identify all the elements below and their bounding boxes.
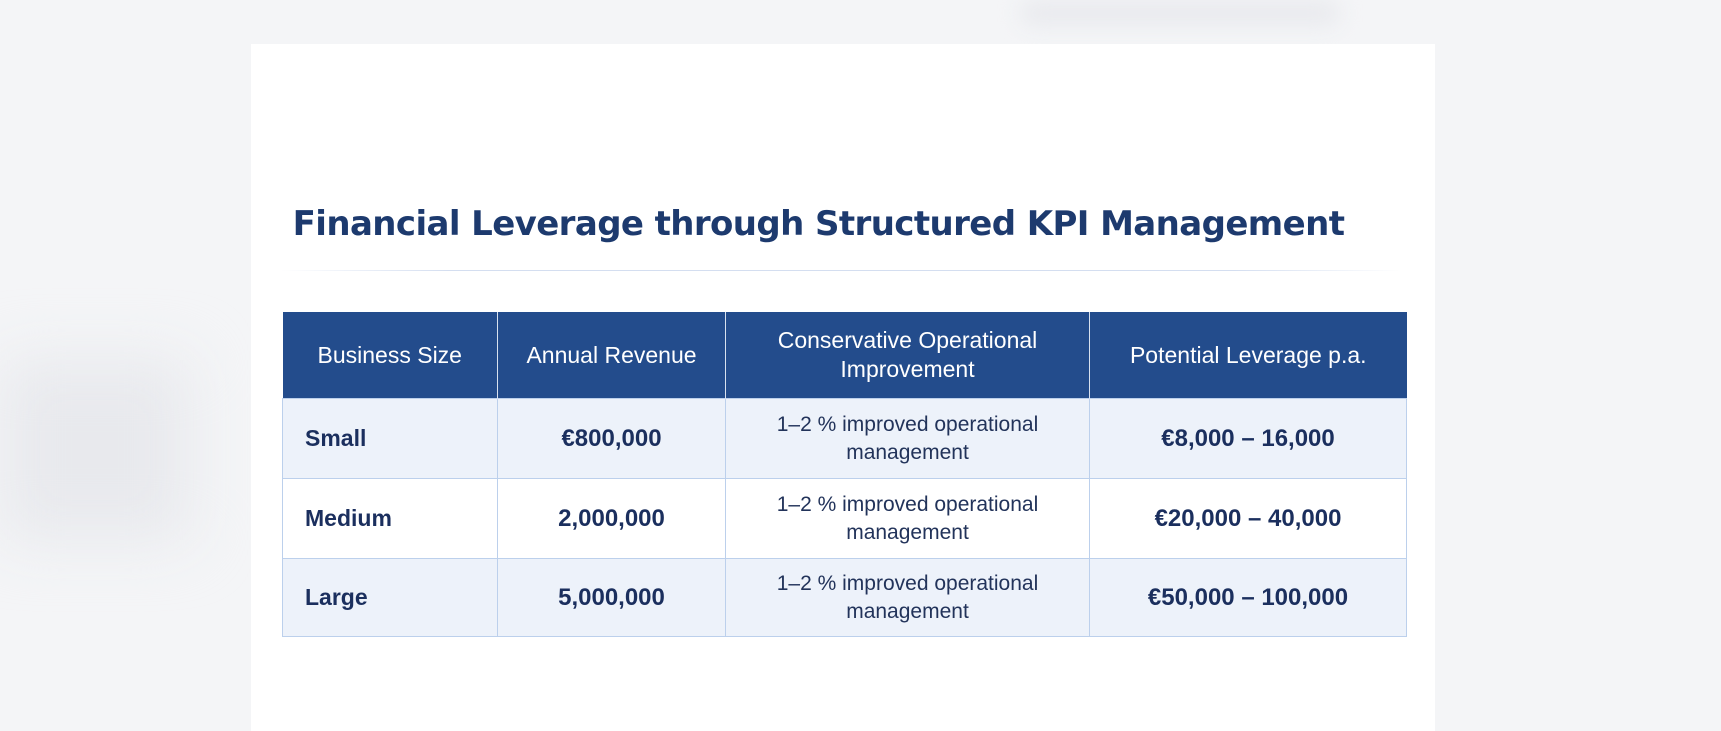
header-annual-revenue: Annual Revenue	[498, 312, 726, 399]
slide-card	[251, 44, 1435, 731]
cell-business-size: Small	[283, 399, 498, 479]
cell-annual-revenue: 2,000,000	[498, 479, 726, 559]
header-operational-improvement: Conservative Operational Improvement	[726, 312, 1090, 399]
table-row	[283, 479, 1407, 559]
cell-annual-revenue: 5,000,000	[498, 559, 726, 637]
header-potential-leverage: Potential Leverage p.a.	[1090, 312, 1407, 399]
table-row	[283, 399, 1407, 479]
cell-operational-improvement: 1–2 % improved operational management	[726, 399, 1090, 479]
table-header-row	[283, 312, 1407, 399]
cell-potential-leverage: €50,000 – 100,000	[1090, 559, 1407, 637]
cell-potential-leverage: €20,000 – 40,000	[1090, 479, 1407, 559]
cell-annual-revenue: €800,000	[498, 399, 726, 479]
header-business-size: Business Size	[283, 312, 498, 399]
cell-operational-improvement: 1–2 % improved operational management	[726, 559, 1090, 637]
slide-title: Financial Leverage through Structured KPI Management	[292, 204, 1345, 244]
cell-operational-improvement: 1–2 % improved operational management	[726, 479, 1090, 559]
cell-business-size: Medium	[283, 479, 498, 559]
title-divider	[281, 270, 1401, 271]
cell-business-size: Large	[283, 559, 498, 637]
leverage-table	[282, 312, 1407, 637]
cell-potential-leverage: €8,000 – 16,000	[1090, 399, 1407, 479]
table-row	[283, 559, 1407, 637]
background-blur-top	[1020, 0, 1340, 26]
background-blur-left	[0, 360, 190, 540]
